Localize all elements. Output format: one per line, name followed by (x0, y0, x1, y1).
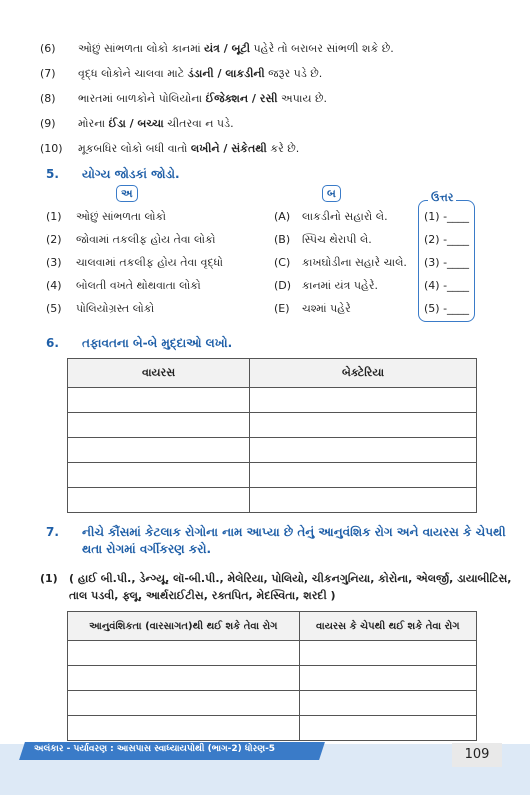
disease-list-text: ( હાઈ બી.પી., ડેન્ગ્યૂ, લૉ-બી.પી., મેલેરિયા, પોલિયો, ચીકનગુનિયા, કોરોના, એલર્જી, ડાયાબીટિસ, તાલ પડવી, ફ્લૂ, આર્થરાઈટીસ, રક્તપિત, મેદસ્વિતા, શરદી ) (69, 572, 512, 602)
row-number: (C) (274, 256, 291, 269)
sentence-text: મોરના (78, 117, 109, 130)
answer-blank-2[interactable]: (2) -____ (424, 233, 470, 246)
table-cell[interactable] (68, 666, 300, 691)
answer-blank-3[interactable]: (3) -____ (424, 256, 470, 269)
row-number: (B) (274, 233, 291, 246)
footer-book-title: અલંકાર - પર્યાવરણ : આસપાસ સ્વાધ્યાયપોથી (ભાગ-2) ધોરણ-5 (34, 744, 276, 754)
section-number: 6. (46, 336, 59, 350)
sentence-answer: ઈંજેક્શન / રસી (205, 92, 278, 105)
sentence-text: ઓછું સાંભળતા લોકો કાનમાં (78, 42, 205, 55)
sentence-number: (7) (40, 67, 56, 80)
sentence-text: જરૂર પડે છે. (264, 67, 323, 80)
sentence-answer: ડંડાની / લાકડીની (187, 67, 265, 80)
section-title: યોગ્ય જોડકાં જોડો. (82, 167, 180, 181)
row-text: ચશ્માં પહેરે (302, 302, 351, 315)
row-number: (4) (46, 279, 62, 292)
table-cell[interactable] (299, 716, 476, 741)
page-number: 109 (452, 743, 502, 767)
sentence-text: વૃદ્ધ લોકોને ચાલવા માટે (78, 67, 188, 80)
answer-blank-5[interactable]: (5) -____ (424, 302, 470, 315)
match-row-b-4 (274, 279, 378, 293)
table-header-hereditary: આનુવંશિકતા (વારસાગત)થી થઈ શકે તેવા રોગ (68, 612, 300, 641)
section-5-heading (46, 167, 180, 182)
row-number: (D) (274, 279, 292, 292)
row-text: પોલિયોગ્રસ્ત લોકો (76, 302, 155, 315)
row-text: ઓછું સાંભળતા લોકો (76, 210, 167, 223)
sentence-line-6 (40, 42, 394, 56)
sentence-number: (9) (40, 117, 56, 130)
table-cell[interactable] (68, 463, 250, 488)
match-row-b-2 (274, 233, 372, 247)
section-number: 5. (46, 167, 59, 181)
table-cell[interactable] (250, 388, 477, 413)
section-number: 7. (46, 525, 59, 539)
sentence-answer: યંત્ર / બૂટી (204, 42, 250, 55)
table-row (68, 641, 477, 666)
sentence-line-10 (40, 142, 299, 156)
sentence-number: (8) (40, 92, 56, 105)
row-number: (3) (46, 256, 62, 269)
table-header-infectious: વાયરસ કે ચેપથી થઈ શકે તેવા રોગ (299, 612, 476, 641)
column-a-label: અ (116, 185, 138, 202)
sentence-line-7 (40, 67, 322, 81)
table-cell[interactable] (250, 438, 477, 463)
sentence-answer: ઈંડા / બચ્ચા (108, 117, 164, 130)
table-header-bacteria: બેક્ટેરિયા (250, 359, 477, 388)
table-cell[interactable] (68, 641, 300, 666)
sentence-text: મૂકબધિર લોકો બધી વાતો (78, 142, 191, 155)
section-6-heading (46, 336, 232, 351)
sentence-number: (6) (40, 42, 56, 55)
sentence-text: કરે છે. (266, 142, 300, 155)
row-number: (5) (46, 302, 62, 315)
table-cell[interactable] (68, 413, 250, 438)
sentence-text: ભારતમાં બાળકોને પોલિયોના (78, 92, 206, 105)
table-row (68, 388, 477, 413)
sentence-line-8 (40, 92, 327, 106)
section-title: તફાવતના બે-બે મુદ્દાઓ લખો. (82, 336, 233, 350)
sentence-answer: લખીને / સંકેતથી (190, 142, 267, 155)
row-text: કાખઘોડીના સહારે ચાલે. (302, 256, 407, 269)
table-row (68, 463, 477, 488)
table-row (68, 691, 477, 716)
row-number: (E) (274, 302, 290, 315)
table-cell[interactable] (68, 691, 300, 716)
sentence-line-9 (40, 117, 234, 131)
match-row-b-1 (274, 210, 388, 224)
row-number: (1) (46, 210, 62, 223)
answer-blank-4[interactable]: (4) -____ (424, 279, 470, 292)
table-row (68, 438, 477, 463)
table-row (68, 413, 477, 438)
table-header-virus: વાયરસ (68, 359, 250, 388)
table-cell[interactable] (68, 716, 300, 741)
table-cell[interactable] (299, 641, 476, 666)
row-number: (A) (274, 210, 291, 223)
row-text: ચાલવામાં તકલીફ હોય તેવા વૃદ્ધો (76, 256, 223, 269)
sentence-number: (10) (40, 142, 63, 155)
match-row-a-3 (46, 256, 223, 270)
row-text: લાકડીનો સહારો લે. (302, 210, 388, 223)
match-row-a-1 (46, 210, 166, 224)
column-b-label: બ (322, 185, 341, 202)
section-title: નીચે કૌંસમાં કેટલાક રોગોના નામ આપ્યા છે તેનું આનુવંશિક રોગ અને વાયરસ કે ચેપથી થતા રોગમાં વર્ગીકરણ કરો. (82, 525, 506, 556)
table-cell[interactable] (299, 691, 476, 716)
difference-table (67, 358, 477, 513)
row-text: સ્પિચ થેરાપી લે. (302, 233, 372, 246)
sub-question-number: (1) (40, 572, 58, 585)
row-text: બોલતી વખતે થોથવાતા લોકો (76, 279, 201, 292)
match-row-b-5 (274, 302, 351, 316)
match-row-b-3 (274, 256, 407, 270)
sentence-text: પહેરે તો બરાબર સાંભળી શકે છે. (250, 42, 394, 55)
match-row-a-2 (46, 233, 216, 247)
row-text: કાનમાં યંત્ર પહેરે. (302, 279, 379, 292)
answer-blank-1[interactable]: (1) -____ (424, 210, 470, 223)
table-cell[interactable] (68, 438, 250, 463)
sentence-text: અપાય છે. (277, 92, 327, 105)
match-row-a-5 (46, 302, 154, 316)
classification-table (67, 611, 477, 741)
answer-box-title: ઉત્તર (428, 191, 456, 205)
table-cell[interactable] (250, 463, 477, 488)
table-cell[interactable] (68, 388, 250, 413)
row-number: (2) (46, 233, 62, 246)
table-row (68, 488, 477, 513)
row-text: જોવામાં તકલીફ હોય તેવા લોકો (76, 233, 216, 246)
table-cell[interactable] (250, 488, 477, 513)
sentence-text: ચીતરવા ન પડે. (163, 117, 234, 130)
match-row-a-4 (46, 279, 201, 293)
table-cell[interactable] (250, 413, 477, 438)
table-row (68, 666, 477, 691)
table-row (68, 716, 477, 741)
table-cell[interactable] (299, 666, 476, 691)
table-cell[interactable] (68, 488, 250, 513)
